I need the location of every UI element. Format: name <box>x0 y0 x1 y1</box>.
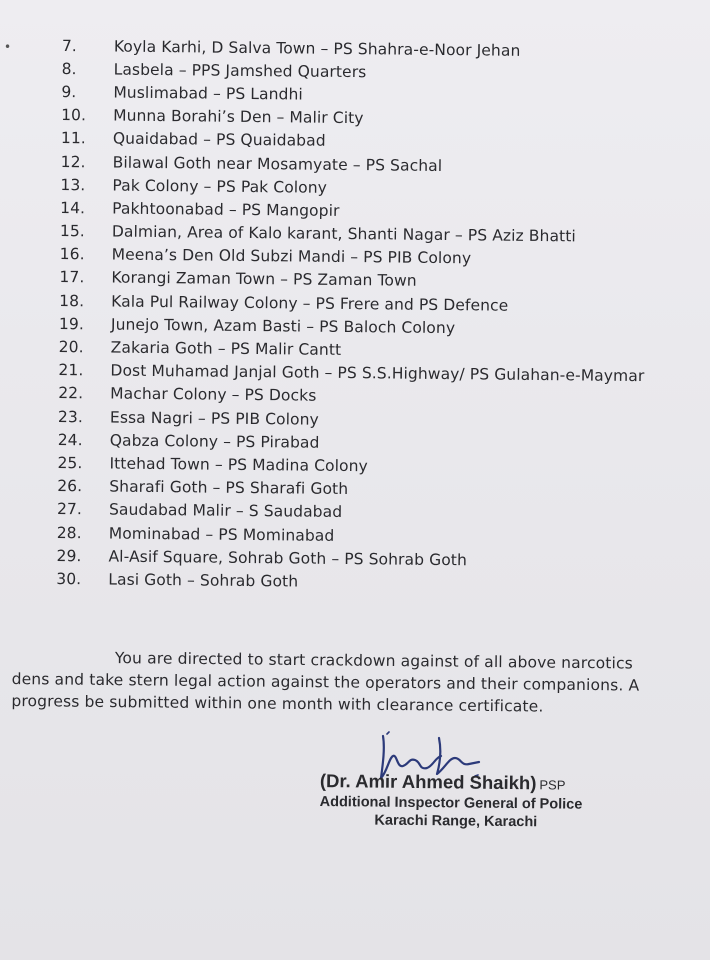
list-item-number: 30. <box>56 569 82 589</box>
list-item-number: 16. <box>59 245 85 264</box>
list-item-number: 17. <box>59 268 85 287</box>
list-item-number: 8. <box>61 59 77 78</box>
list-item-text: Dost Muhamad Janjal Goth – PS S.S.Highway/ PS Gulahan-e-Maymar <box>110 361 645 386</box>
list-item-text: Munna Borahi’s Den – Malir City <box>113 106 364 128</box>
signatory-name-line <box>320 770 710 796</box>
signatory-place: Karachi Range, Karachi <box>374 812 538 831</box>
list-item-number: 19. <box>58 314 85 334</box>
list-item-text: Mominabad – PS Mominabad <box>108 524 335 545</box>
list-item-number: 24. <box>57 430 83 450</box>
paragraph-line-2: dens and take stern legal action against the operators and their companions. A <box>11 669 640 695</box>
list-item-number: 14. <box>60 198 86 218</box>
list-item-text: Junejo Town, Azam Basti – PS Baloch Colony <box>110 315 456 337</box>
paragraph-line-3: progress be submitted within one month with clearance certificate. <box>11 691 544 716</box>
list-item-text: Essa Nagri – PS PIB Colony <box>109 408 319 429</box>
list-item-number: 20. <box>58 338 84 357</box>
list-item-text: Pak Colony – PS Pak Colony <box>112 176 328 197</box>
list-item-text: Al-Asif Square, Sohrab Goth – PS Sohrab Goth <box>108 547 468 569</box>
list-item-text: Bilawal Goth near Mosamyate – PS Sachal <box>112 153 443 175</box>
list-item-text: Saudabad Malir – S Saudabad <box>108 500 343 522</box>
list-item-text: Kala Pul Railway Colony – PS Frere and PS Defence <box>111 292 509 315</box>
list-item-number: 18. <box>59 291 85 310</box>
list-item-text: Qabza Colony – PS Pirabad <box>109 431 320 452</box>
signatory-name: (Dr. Amir Ahmed Shaikh) <box>319 770 537 794</box>
list-item-number: 15. <box>59 222 85 241</box>
list-item-text: Korangi Zaman Town – PS Zaman Town <box>111 269 417 291</box>
location-list <box>56 34 702 597</box>
list-item-number: 26. <box>57 477 83 496</box>
list-item-text: Dalmian, Area of Kalo karant, Shanti Nagar – PS Aziz Bhatti <box>111 222 576 246</box>
signatory-suffix: PSP <box>539 777 566 793</box>
list-item-text: Koyla Karhi, D Salva Town – PS Shahra-e-Noor Jehan <box>113 37 521 60</box>
list-item-text: Sharafi Goth – PS Sharafi Goth <box>109 477 349 499</box>
list-item-number: 7. <box>61 36 77 55</box>
list-item-text: Quaidabad – PS Quaidabad <box>112 129 326 151</box>
list-item-number: 12. <box>60 152 86 171</box>
list-item-number: 21. <box>58 361 84 380</box>
list-item-number: 11. <box>60 129 86 148</box>
signatory-title: Additional Inspector General of Police <box>319 793 583 813</box>
list-item-number: 25. <box>57 453 83 473</box>
list-item-number: 23. <box>57 407 84 426</box>
paragraph-line-1: You are directed to start crackdown against of all above narcotics <box>114 649 634 673</box>
list-item-number: 10. <box>61 106 87 125</box>
list-item-text: Lasbela – PPS Jamshed Quarters <box>113 60 367 81</box>
list-item-number: 9. <box>61 82 77 102</box>
list-item-text: Muslimabad – PS Landhi <box>113 83 303 104</box>
list-item-text: Pakhtoonabad – PS Mangopir <box>112 199 340 220</box>
punch-mark: • <box>4 40 12 54</box>
directive-paragraph <box>11 646 657 719</box>
list-item-text: Machar Colony – PS Docks <box>110 384 317 406</box>
list-item-text: Ittehad Town – PS Madina Colony <box>109 454 368 476</box>
signature-block <box>319 770 710 832</box>
list-item-text: Meena’s Den Old Subzi Mandi – PS PIB Colony <box>111 245 472 268</box>
list-item-number: 13. <box>60 175 86 194</box>
list-item-number: 22. <box>58 384 84 403</box>
list-item-number: 29. <box>56 546 82 565</box>
list-item-number: 27. <box>56 500 83 519</box>
list-item-number: 28. <box>56 523 82 542</box>
list-item-text: Lasi Goth – Sohrab Goth <box>108 570 299 591</box>
list-item-text: Zakaria Goth – PS Malir Cantt <box>110 338 342 359</box>
